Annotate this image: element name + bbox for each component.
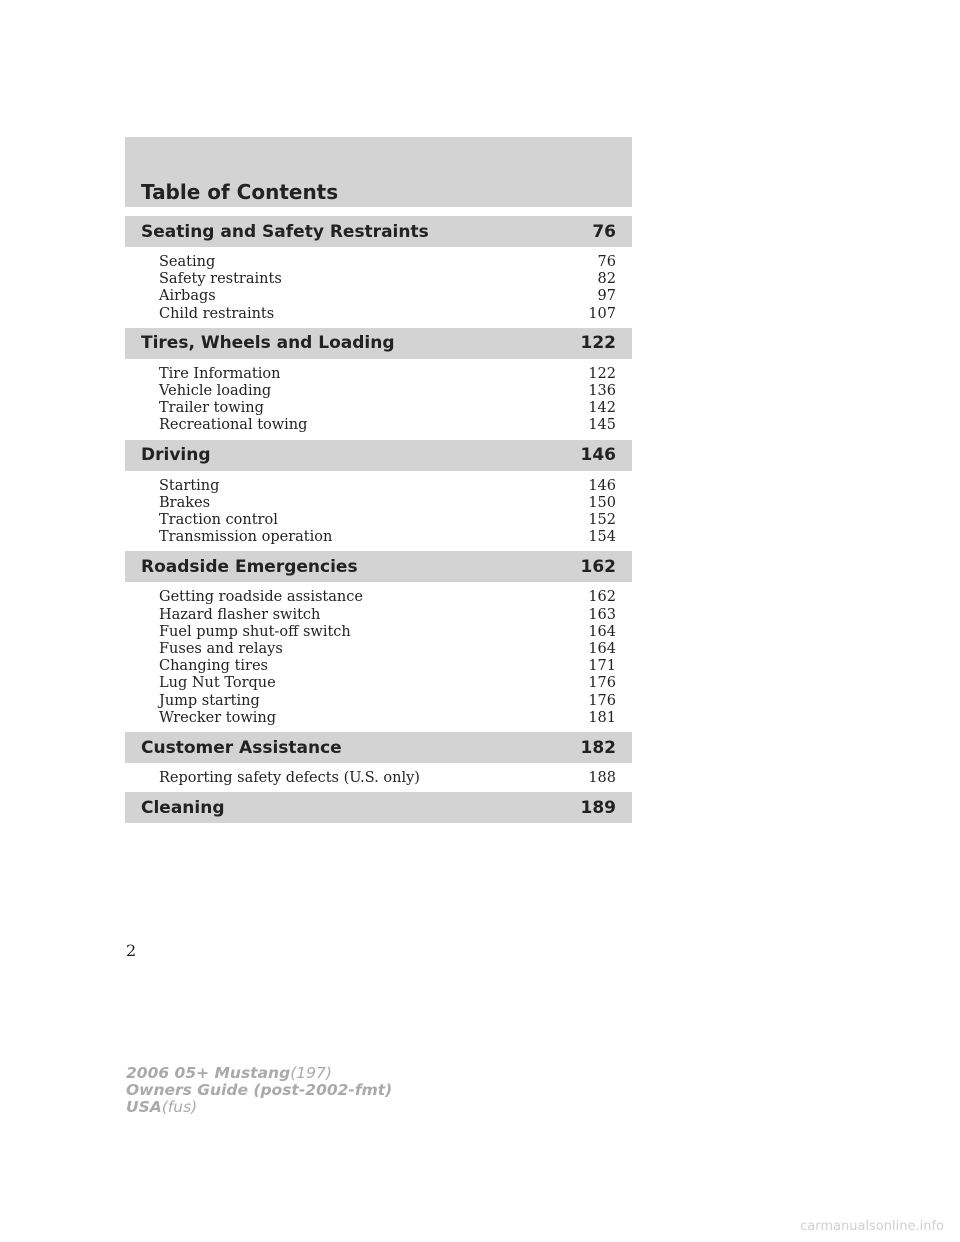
entry-page: 176 xyxy=(588,692,616,709)
entry-label: Trailer towing xyxy=(159,400,264,417)
entry-page: 107 xyxy=(588,305,616,322)
entry-page: 150 xyxy=(588,494,616,511)
entry-label: Safety restraints xyxy=(159,271,282,288)
entry-page: 154 xyxy=(588,529,616,546)
entry-page: 181 xyxy=(588,709,616,726)
toc-entry[interactable] xyxy=(159,400,616,417)
entry-label: Vehicle loading xyxy=(159,383,272,400)
section-page: 182 xyxy=(580,737,616,758)
section-page: 76 xyxy=(592,221,616,242)
toc-entry[interactable] xyxy=(159,417,616,434)
entry-label: Tire Information xyxy=(159,365,281,382)
section-heading[interactable] xyxy=(125,216,632,247)
entry-page: 136 xyxy=(588,383,616,400)
toc-entry[interactable] xyxy=(159,675,616,692)
section-page: 189 xyxy=(580,797,616,818)
entry-page: 163 xyxy=(588,606,616,623)
section-title: Roadside Emergencies xyxy=(141,556,358,577)
entry-label: Hazard flasher switch xyxy=(159,606,321,623)
entry-label: Traction control xyxy=(159,512,278,529)
entry-page: 146 xyxy=(588,477,616,494)
toc-entry[interactable] xyxy=(159,658,616,675)
table-of-contents xyxy=(125,216,632,823)
toc-entry[interactable] xyxy=(159,254,616,271)
toc-entry[interactable] xyxy=(159,512,616,529)
entry-label: Starting xyxy=(159,477,220,494)
section-title: Cleaning xyxy=(141,797,225,818)
toc-entry[interactable] xyxy=(159,529,616,546)
section-title: Seating and Safety Restraints xyxy=(141,221,429,242)
section-heading[interactable] xyxy=(125,328,632,359)
footer-line-2: Owners Guide (post-2002-fmt) xyxy=(126,1081,393,1099)
document-footer xyxy=(126,1065,392,1116)
footer-line-3: USA(fus) xyxy=(126,1098,198,1116)
section-heading[interactable] xyxy=(125,551,632,582)
toc-entry[interactable] xyxy=(159,770,616,787)
entry-label: Recreational towing xyxy=(159,417,308,434)
toc-entry[interactable] xyxy=(159,306,616,323)
toc-entry[interactable] xyxy=(159,383,616,400)
section-entries xyxy=(125,763,632,792)
entry-label: Changing tires xyxy=(159,658,268,675)
toc-entry[interactable] xyxy=(159,271,616,288)
entry-label: Wrecker towing xyxy=(159,709,277,726)
entry-label: Reporting safety defects (U.S. only) xyxy=(159,770,420,787)
toc-entry[interactable] xyxy=(159,710,616,727)
entry-page: 188 xyxy=(588,770,616,787)
section-heading[interactable] xyxy=(125,732,632,763)
section-page: 162 xyxy=(580,556,616,577)
entry-page: 164 xyxy=(588,641,616,658)
toc-entry[interactable] xyxy=(159,693,616,710)
entry-page: 171 xyxy=(588,658,616,675)
toc-entry[interactable] xyxy=(159,641,616,658)
watermark: carmanualsonline.info xyxy=(800,1219,944,1234)
toc-entry[interactable] xyxy=(159,607,616,624)
section-entries xyxy=(125,582,632,732)
entry-page: 82 xyxy=(597,271,616,288)
section-heading[interactable] xyxy=(125,792,632,823)
section-heading[interactable] xyxy=(125,440,632,471)
section-title: Driving xyxy=(141,445,211,466)
toc-entry[interactable] xyxy=(159,478,616,495)
entry-label: Child restraints xyxy=(159,305,275,322)
entry-label: Getting roadside assistance xyxy=(159,589,363,606)
entry-label: Lug Nut Torque xyxy=(159,675,276,692)
toc-entry[interactable] xyxy=(159,288,616,305)
entry-page: 176 xyxy=(588,675,616,692)
entry-label: Brakes xyxy=(159,494,211,511)
toc-entry[interactable] xyxy=(159,624,616,641)
entry-page: 164 xyxy=(588,623,616,640)
page-title: Table of Contents xyxy=(141,180,339,204)
section-entries xyxy=(125,471,632,552)
section-title: Customer Assistance xyxy=(141,737,342,758)
entry-page: 142 xyxy=(588,400,616,417)
section-title: Tires, Wheels and Loading xyxy=(141,333,395,354)
entry-page: 97 xyxy=(597,288,616,305)
entry-label: Jump starting xyxy=(159,692,260,709)
entry-page: 162 xyxy=(588,589,616,606)
entry-label: Seating xyxy=(159,254,216,270)
toc-entry[interactable] xyxy=(159,495,616,512)
entry-label: Fuses and relays xyxy=(159,641,283,658)
toc-entry[interactable] xyxy=(159,589,616,606)
section-entries xyxy=(125,247,632,328)
entry-label: Airbags xyxy=(159,288,216,305)
entry-page: 122 xyxy=(588,365,616,382)
entry-page: 152 xyxy=(588,512,616,529)
toc-entry[interactable] xyxy=(159,366,616,383)
section-entries xyxy=(125,359,632,440)
entry-page: 145 xyxy=(588,417,616,434)
entry-label: Fuel pump shut-off switch xyxy=(159,623,351,640)
section-page: 122 xyxy=(580,333,616,354)
page-number: 2 xyxy=(126,941,137,960)
entry-label: Transmission operation xyxy=(159,529,333,546)
section-page: 146 xyxy=(580,445,616,466)
entry-page: 76 xyxy=(597,254,616,270)
footer-line-1: 2006 05+ Mustang(197) xyxy=(126,1064,332,1082)
